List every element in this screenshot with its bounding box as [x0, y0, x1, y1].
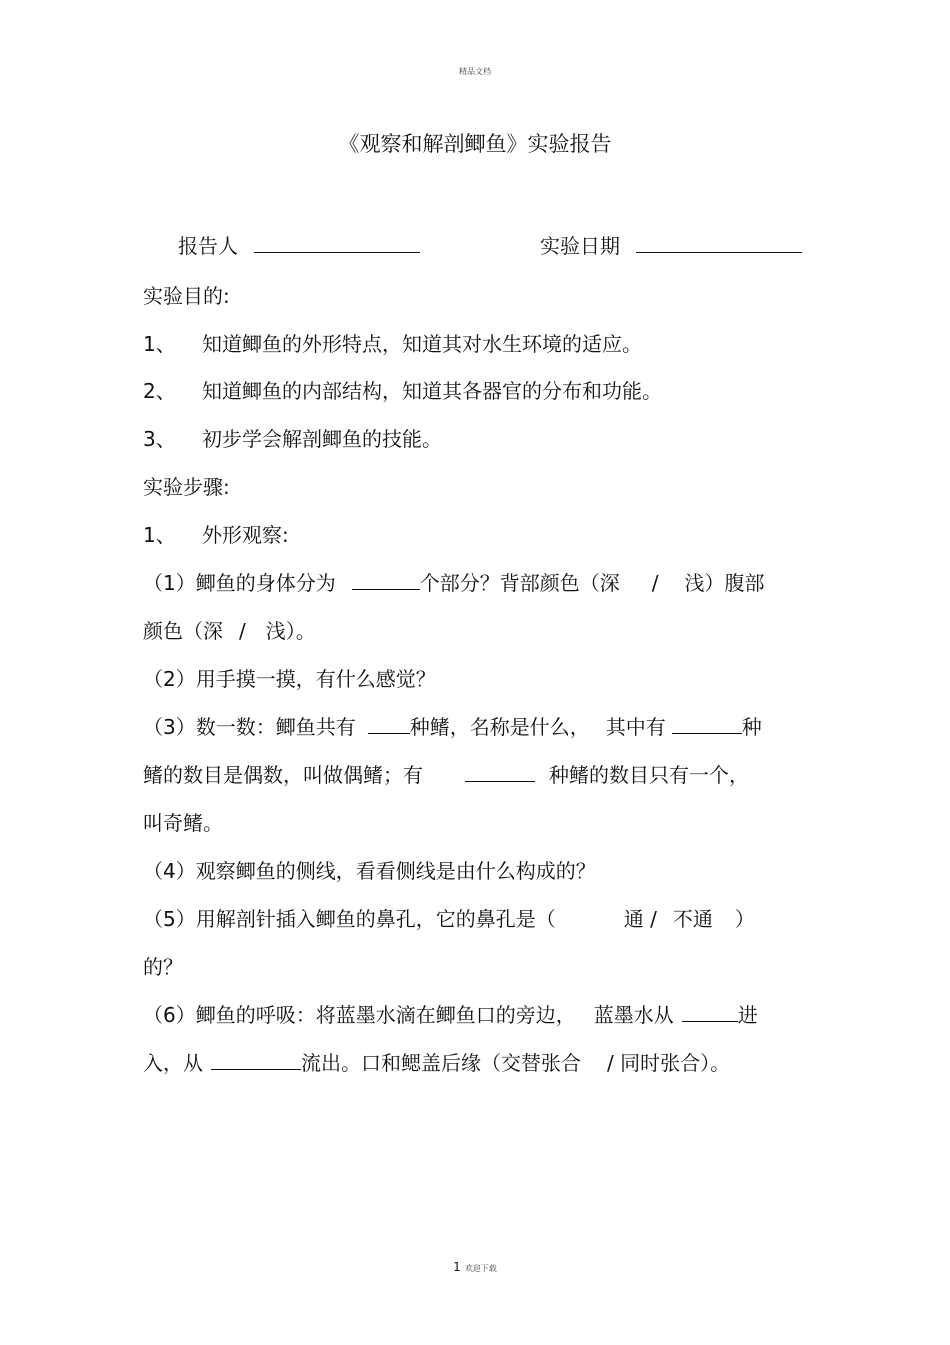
question-5-line-2: 的？ — [143, 955, 183, 979]
date-row — [540, 232, 802, 260]
purpose-num: 1、 — [143, 332, 176, 356]
q1-text-b: 个部分？背部颜色（深 — [419, 571, 620, 595]
q3-text-d: 种 — [741, 715, 762, 739]
question-4: （4）观察鲫鱼的侧线，看看侧线是由什么构成的？ — [143, 859, 596, 883]
purpose-text: 知道鲫鱼的外形特点，知道其对水生环境的适应。 — [202, 332, 642, 356]
q3-blank-1 — [368, 713, 410, 734]
q3-blank-2 — [672, 713, 742, 734]
question-3-line-3: 叫奇鳍。 — [143, 811, 223, 835]
q1-blank — [352, 569, 420, 590]
q3-text-c: 其中有 — [605, 715, 666, 739]
date-blank — [636, 232, 802, 253]
page-footer — [0, 1260, 950, 1274]
q5-text-c: 不通 — [672, 907, 713, 931]
question-2: （2）用手摸一摸，有什么感觉？ — [143, 667, 436, 691]
reporter-row — [178, 232, 420, 260]
reporter-blank — [254, 232, 420, 253]
q3-text-a: （3）数一数：鲫鱼共有 — [143, 715, 356, 739]
footer-text: 欢迎下载 — [464, 1264, 497, 1273]
question-3-line-2 — [143, 761, 749, 789]
q1-slash: / — [239, 619, 246, 643]
q6-text-c: 进 — [737, 1003, 758, 1027]
question-3-line-1 — [143, 713, 762, 741]
page-title: 《观察和解剖鲫鱼》实验报告 — [338, 132, 612, 156]
q1-text-d: 浅）腹部 — [684, 571, 765, 595]
q3-text-f: 种鳍的数目只有一个， — [549, 763, 749, 787]
question-6-line-2 — [143, 1049, 730, 1077]
q5-text-d: ） — [734, 907, 755, 931]
q5-text-a: （5）用解剖针插入鲫鱼的鼻孔，它的鼻孔是（ — [143, 907, 556, 931]
purpose-item — [143, 330, 176, 358]
step-num: 1、 — [143, 523, 176, 547]
purpose-num: 2、 — [143, 379, 176, 403]
q6-text-d: 入，从 — [143, 1051, 203, 1075]
q6-text-b: 蓝墨水从 — [593, 1003, 674, 1027]
q6-blank-1 — [682, 1001, 738, 1022]
question-6-line-1 — [143, 1001, 758, 1029]
purpose-text: 知道鲫鱼的内部结构，知道其各器官的分布和功能。 — [202, 379, 662, 403]
date-label: 实验日期 — [540, 234, 620, 258]
header-note: 精品文档 — [459, 67, 491, 76]
purpose-heading: 实验目的: — [143, 284, 230, 308]
step-text: 外形观察: — [202, 523, 289, 547]
page-number: 1 — [453, 1260, 461, 1274]
q6-text-a: （6）鲫鱼的呼吸：将蓝墨水滴在鲫鱼口的旁边， — [143, 1003, 576, 1027]
q5-text-b: 通 / — [623, 907, 657, 931]
q6-text-f: / 同时张合）。 — [607, 1051, 731, 1075]
purpose-num: 3、 — [143, 427, 176, 451]
question-1-line-2 — [143, 617, 316, 645]
q1-slash: / — [651, 571, 659, 595]
question-1-line-1 — [143, 569, 764, 597]
q3-text-b: 种鳍，名称是什么， — [409, 715, 590, 739]
question-5-line-1 — [143, 905, 755, 933]
purpose-text: 初步学会解剖鲫鱼的技能。 — [202, 427, 442, 451]
q1-text-e: 颜色（深 — [143, 619, 223, 643]
reporter-label: 报告人 — [178, 234, 238, 258]
q6-blank-2 — [211, 1049, 301, 1070]
q3-blank-3 — [465, 761, 535, 782]
q6-text-e: 流出。口和鳃盖后缘（交替张合 — [301, 1051, 581, 1075]
steps-heading: 实验步骤: — [143, 475, 230, 499]
q1-text-a: （1）鲫鱼的身体分为 — [143, 571, 336, 595]
q3-text-e: 鳍的数目是偶数，叫做偶鳍；有 — [143, 763, 423, 787]
q1-text-g: 浅）。 — [265, 619, 316, 643]
